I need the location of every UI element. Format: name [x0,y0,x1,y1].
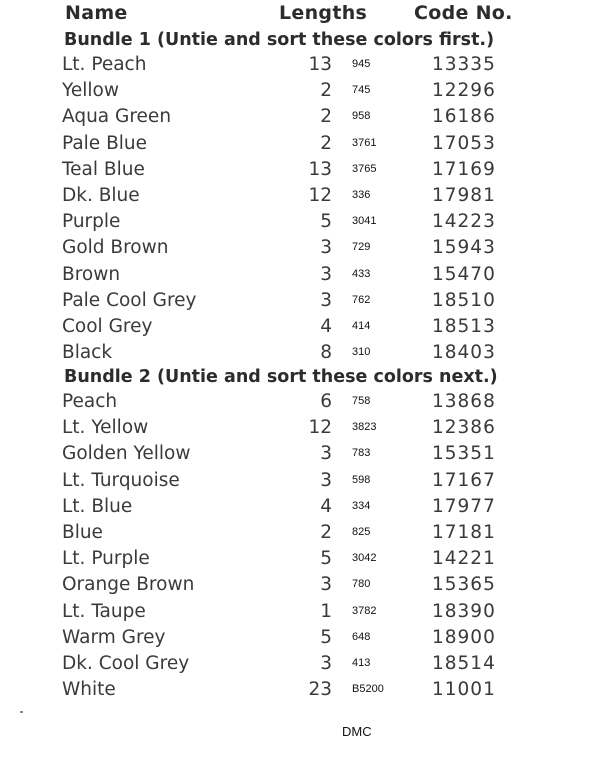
table-row [0,574,600,600]
length-value: 5 [320,211,332,233]
length-value: 12 [308,417,332,439]
dmc-number: 598 [352,473,371,486]
color-name: White [62,679,116,701]
table-row [0,159,600,185]
color-name: Lt. Blue [62,495,133,517]
table-row [0,627,600,653]
length-value: 5 [320,548,332,570]
color-name: Purple [62,211,121,233]
dmc-number: 729 [352,241,371,254]
table-row [0,496,600,522]
table-row [0,264,600,290]
code-number: 18900 [432,626,496,648]
table-row [0,443,600,469]
dmc-number: 3823 [352,421,377,434]
length-value: 23 [308,679,332,701]
dmc-label: DMC [342,724,372,739]
length-value: 2 [320,80,332,102]
length-value: 1 [320,600,332,622]
dmc-number: 780 [352,578,371,591]
code-number: 15470 [432,263,496,285]
length-value: 2 [320,522,332,543]
dmc-number: 3765 [352,162,377,175]
color-name: Pale Cool Grey [62,289,197,311]
color-name: Dk. Blue [62,185,140,206]
code-number: 17977 [432,495,496,517]
code-number: 18403 [432,342,496,364]
dmc-number: 3782 [352,604,377,617]
bundle-2-title: Bundle 2 (Untie and sort these colors next.) [64,367,498,387]
dmc-number: 336 [352,189,371,201]
length-value: 6 [320,391,332,412]
code-number: 17167 [432,469,496,491]
color-name: Yellow [62,80,119,102]
color-name: Pale Blue [62,132,148,154]
table-row [0,106,600,132]
bundle-1-title: Bundle 1 (Untie and sort these colors first.) [64,30,495,50]
length-value: 13 [308,54,332,75]
code-number: 17169 [432,158,496,180]
color-name: Gold Brown [62,237,169,259]
length-value: 3 [320,237,332,259]
code-number: 15351 [432,443,496,465]
color-name: Lt. Yellow [62,417,149,439]
dmc-number: 433 [352,267,371,280]
header-code: Code No. [414,2,513,24]
table-row [0,653,600,679]
code-number: 18510 [432,289,496,311]
table-row [0,470,600,496]
dmc-number: B5200 [352,683,384,696]
code-number: 17053 [432,132,496,154]
color-name: Teal Blue [62,158,145,180]
color-name: Dk. Cool Grey [62,653,190,674]
code-number: 17181 [432,522,496,543]
color-name: Lt. Taupe [62,600,146,622]
dmc-number: 825 [352,526,371,538]
table-row [0,54,600,80]
code-number: 18514 [432,653,496,674]
dmc-number: 758 [352,395,371,407]
table-row [0,211,600,237]
length-value: 5 [320,626,332,648]
code-number: 16186 [432,106,496,128]
table-row [0,417,600,443]
dmc-number: 783 [352,447,371,460]
table-row [0,133,600,159]
length-value: 2 [320,106,332,128]
color-name: Blue [62,522,103,543]
code-number: 12296 [432,80,496,102]
code-number: 14223 [432,211,496,233]
table-row [0,290,600,316]
color-name: Peach [62,391,118,412]
dmc-number: 334 [352,499,371,512]
table-row [0,342,600,368]
scan-speck [20,711,23,713]
color-name: Orange Brown [62,574,195,596]
length-value: 3 [320,469,332,491]
code-number: 15943 [432,237,496,259]
length-value: 3 [320,653,332,674]
color-name: Golden Yellow [62,443,191,465]
dmc-number: 3042 [352,552,377,565]
header-name: Name [65,2,128,24]
table-row [0,316,600,342]
length-value: 3 [320,263,332,285]
code-number: 13335 [432,54,496,75]
header-lengths: Lengths [279,2,368,24]
table-row [0,237,600,263]
table-row [0,548,600,574]
code-number: 14221 [432,548,496,570]
length-value: 13 [308,158,332,180]
color-name: Aqua Green [62,106,172,128]
dmc-number: 3041 [352,215,377,228]
color-name: Cool Grey [62,316,153,337]
dmc-number: 413 [352,657,371,669]
dmc-number: 762 [352,293,371,306]
color-name: Lt. Peach [62,54,147,75]
length-value: 3 [320,443,332,465]
table-row [0,80,600,106]
length-value: 4 [320,495,332,517]
code-number: 18390 [432,600,496,622]
code-number: 17981 [432,185,496,206]
length-value: 3 [320,574,332,596]
color-name: Brown [62,263,121,285]
code-number: 12386 [432,417,496,439]
length-value: 2 [320,132,332,154]
table-row [0,522,600,548]
color-name: Black [62,342,113,364]
dmc-number: 958 [352,110,371,123]
length-value: 4 [320,316,332,337]
dmc-number: 745 [352,84,371,97]
color-name: Lt. Purple [62,548,150,570]
length-value: 8 [320,342,332,364]
length-value: 12 [308,185,332,206]
dmc-number: 648 [352,630,371,643]
length-value: 3 [320,289,332,311]
color-name: Warm Grey [62,626,166,648]
dmc-number: 3761 [352,136,377,149]
color-name: Lt. Turquoise [62,469,180,491]
code-number: 11001 [432,679,496,701]
dmc-number: 310 [352,346,371,359]
table-row [0,601,600,627]
table-row [0,391,600,417]
code-number: 18513 [432,316,496,337]
table-row [0,185,600,211]
dmc-number: 414 [352,320,371,332]
dmc-number: 945 [352,58,371,70]
code-number: 15365 [432,574,496,596]
table-row [0,679,600,705]
code-number: 13868 [432,391,496,412]
